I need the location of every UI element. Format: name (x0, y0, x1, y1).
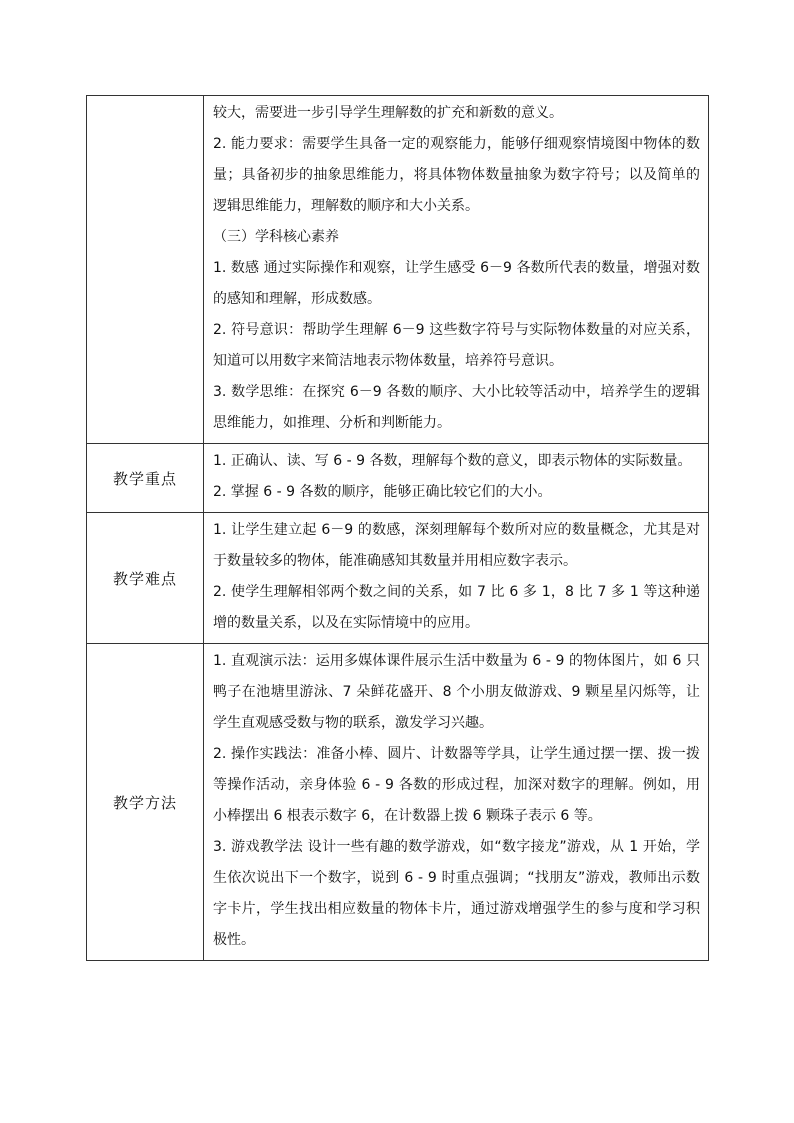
content-paragraph: 3. 数学思维：在探究 6－9 各数的顺序、大小比较等活动中，培养学生的逻辑思维能力，如推理、分析和判断能力。 (213, 384, 700, 431)
row-label (87, 96, 204, 444)
content-paragraph: 1. 数感 通过实际操作和观察，让学生感受 6－9 各数所代表的数量，增强对数的感知和理解，形成数感。 (213, 260, 700, 307)
content-paragraph: 2. 掌握 6 - 9 各数的顺序，能够正确比较它们的大小。 (213, 484, 552, 500)
row-label-teaching-difficulty: 教学难点 (87, 513, 204, 644)
content-paragraph: 1. 直观演示法：运用多媒体课件展示生活中数量为 6 - 9 的物体图片，如 6 只鸭子在池塘里游泳、7 朵鲜花盛开、8 个小朋友做游戏、9 颗星星闪烁等，让学生直观感受数与物的联系，激发学习兴趣。 (213, 653, 700, 731)
content-paragraph: 2. 能力要求：需要学生具备一定的观察能力，能够仔细观察情境图中物体的数量；具备初步的抽象思维能力，将具体物体数量抽象为数字符号；以及简单的逻辑思维能力，理解数的顺序和大小关系。 (213, 136, 700, 214)
content-paragraph: 2. 操作实践法：准备小棒、圆片、计数器等学具，让学生通过摆一摆、拨一拨等操作活动，亲身体验 6 - 9 各数的形成过程，加深对数字的理解。例如，用小棒摆出 6 根表示数字 6，在计数器上拨 6 颗珠子表示 6 等。 (213, 746, 700, 824)
row-content (204, 513, 709, 644)
content-paragraph: 2. 符号意识：帮助学生理解 6－9 这些数字符号与实际物体数量的对应关系，知道可以用数字来简洁地表示物体数量，培养符号意识。 (213, 322, 700, 369)
row-content (204, 444, 709, 513)
table-row (87, 96, 709, 444)
content-paragraph: 1. 让学生建立起 6－9 的数感，深刻理解每个数所对应的数量概念，尤其是对于数量较多的物体，能准确感知其数量并用相应数字表示。 (213, 522, 700, 569)
content-paragraph: 3. 游戏教学法 设计一些有趣的数学游戏，如“数字接龙”游戏，从 1 开始，学生依次说出下一个数字，说到 6 - 9 时重点强调；“找朋友”游戏，教师出示数字卡片，学生找出相应数量的物体卡片，通过游戏增强学生的参与度和学习积极性。 (213, 839, 700, 948)
table-row (87, 444, 709, 513)
content-paragraph: 较大，需要进一步引导学生理解数的扩充和新数的意义。 (213, 105, 563, 121)
row-content (204, 644, 709, 961)
content-paragraph: 2. 使学生理解相邻两个数之间的关系，如 7 比 6 多 1，8 比 7 多 1 等这种递增的数量关系，以及在实际情境中的应用。 (213, 584, 700, 631)
table-row (87, 644, 709, 961)
section-heading: （三）学科核心素养 (213, 229, 339, 245)
content-paragraph: 1. 正确认、读、写 6 - 9 各数，理解每个数的意义，即表示物体的实际数量。 (213, 453, 692, 469)
row-label-teaching-focus: 教学重点 (87, 444, 204, 513)
lesson-plan-table (86, 95, 709, 961)
row-label-teaching-methods: 教学方法 (87, 644, 204, 961)
row-content (204, 96, 709, 444)
table-row (87, 513, 709, 644)
